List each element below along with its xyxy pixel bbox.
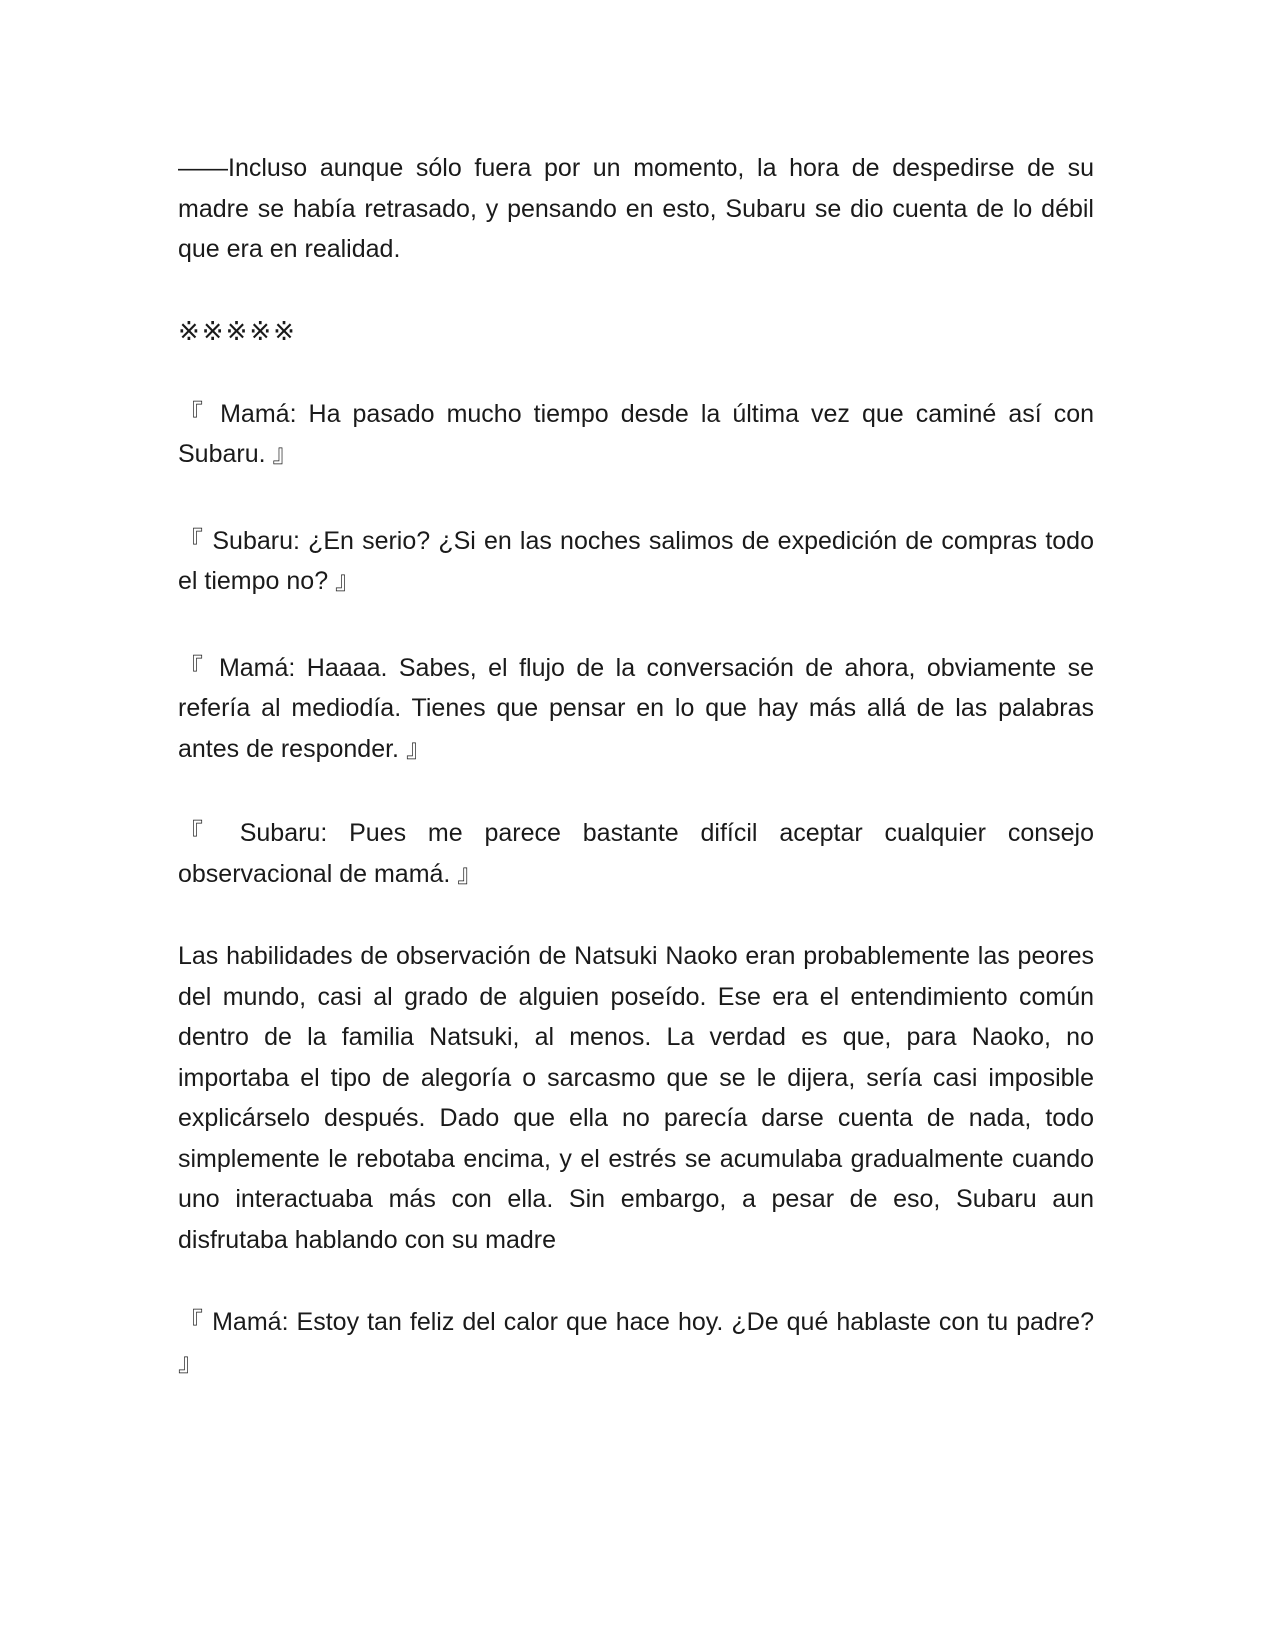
document-page bbox=[178, 148, 1094, 1383]
dialog-line-subaru: 『 Subaru: Pues me parece bastante difícil aceptar cualquier consejo observacional de mamá. 』 bbox=[178, 819, 1094, 888]
narration-paragraph: Las habilidades de observación de Natsuki Naoko eran probablemente las peores del mundo, casi al grado de alguien poseído. Ese era el entendimiento común dentro de la familia Natsuki, al menos. La verdad es que, para Naoko, no importaba el tipo de alegoría o sarcasmo que se le dijera, sería casi imposible explicárselo después. Dado que ella no parecía darse cuenta de nada, todo simplemente le rebotaba encima, y el estrés se acumulaba gradualmente cuando uno interactuaba más con ella. Sin embargo, a pesar de eso, Subaru aun disfrutaba hablando con su madre bbox=[178, 942, 1094, 1254]
dialog-line-subaru: 『 Subaru: ¿En serio? ¿Si en las noches salimos de expedición de compras todo el tiempo no? 』 bbox=[178, 526, 1094, 595]
dialog-line-mama: 『 Mamá: Estoy tan feliz del calor que hace hoy. ¿De qué hablaste con tu padre? 』 bbox=[178, 1308, 1094, 1377]
dialog-line-mama: 『 Mamá: Haaaa. Sabes, el flujo de la conversación de ahora, obviamente se refería al mediodía. Tienes que pensar en lo que hay más allá de las palabras antes de responder. 』 bbox=[178, 653, 1094, 763]
narration-paragraph: ——Incluso aunque sólo fuera por un momento, la hora de despedirse de su madre se había retrasado, y pensando en esto, Subaru se dio cuenta de lo débil que era en realidad. bbox=[178, 154, 1094, 263]
scene-separator: ※※※※※ bbox=[178, 316, 297, 347]
dialog-line-mama: 『 Mamá: Ha pasado mucho tiempo desde la última vez que caminé así con Subaru. 』 bbox=[178, 399, 1094, 468]
